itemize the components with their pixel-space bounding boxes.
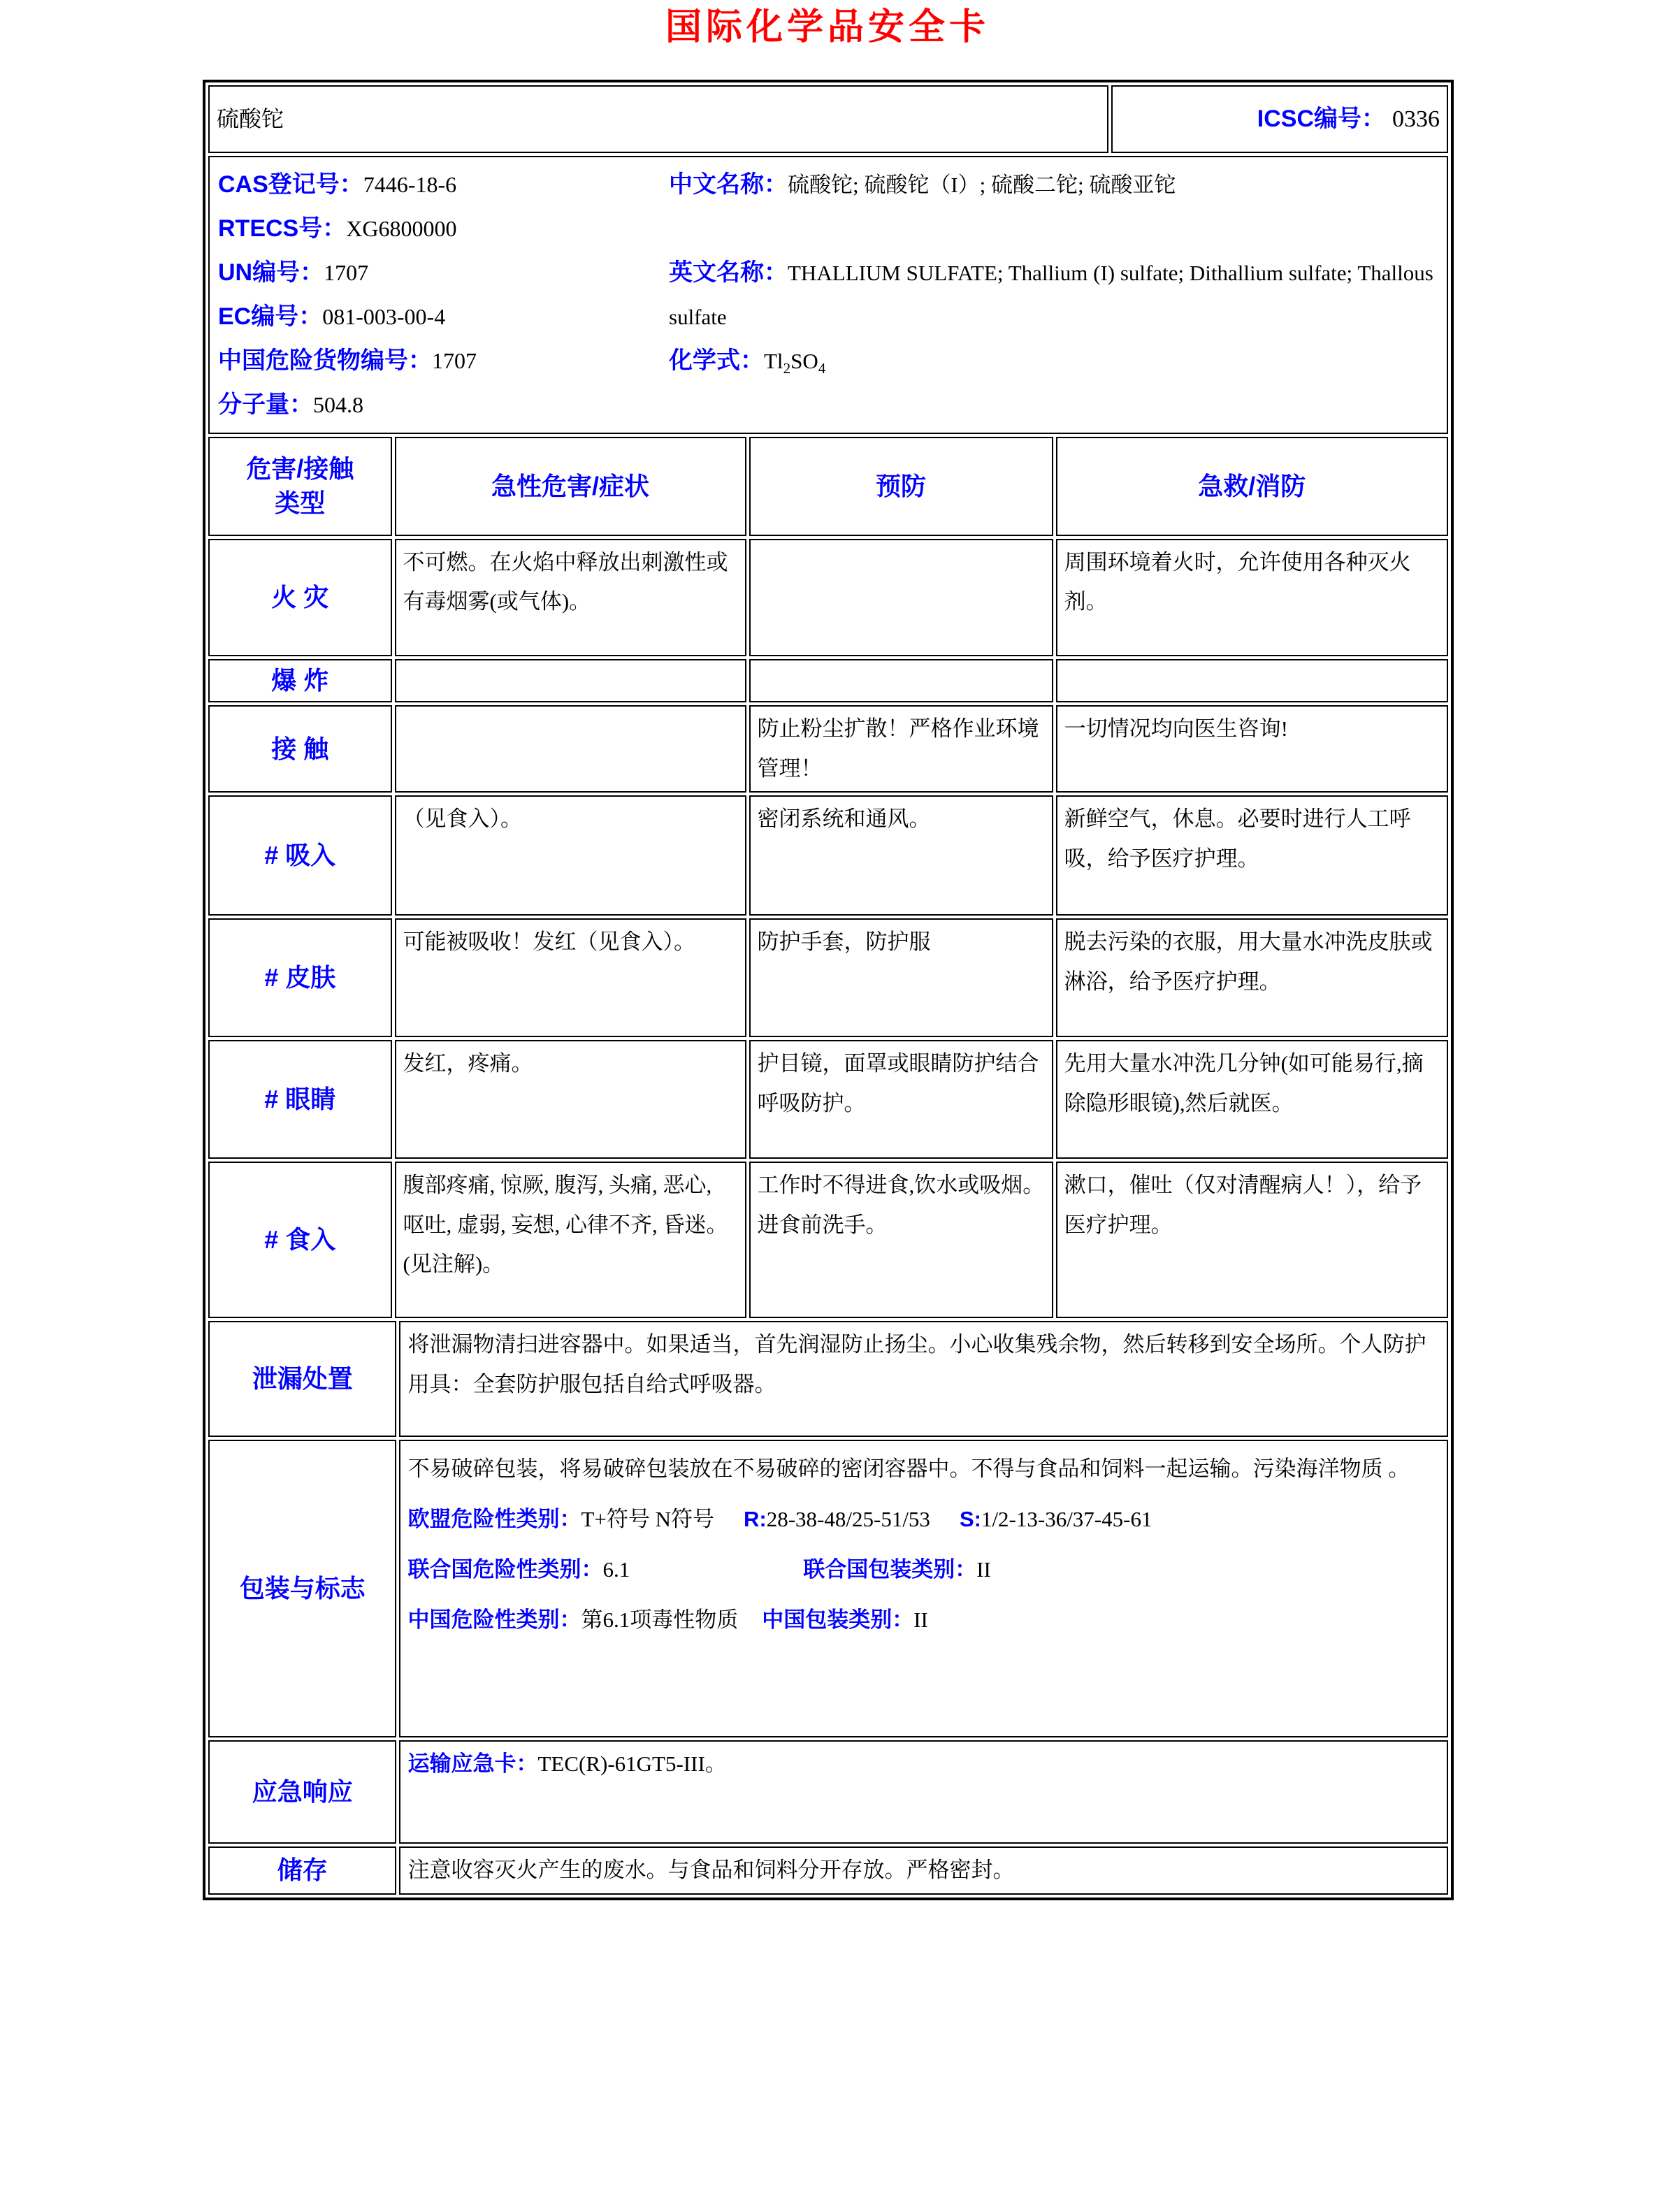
english-name-value: THALLIUM SULFATE; Thallium (I) sulfate; Dithallium sulfate; Thallous sulfate — [669, 261, 1433, 329]
chinese-name-value: 硫酸铊; 硫酸铊（I）; 硫酸二铊; 硫酸亚铊 — [788, 173, 1176, 197]
cn-pack-value: II — [913, 1607, 928, 1632]
cn-pack-label: 中国包装类别： — [762, 1607, 914, 1632]
chinese-name-label: 中文名称： — [669, 171, 788, 198]
storage-content-cell: 注意收容灭火产生的废水。与食品和饲料分开存放。严格密封。 — [399, 1846, 1448, 1894]
row-storage — [208, 1846, 1448, 1894]
transport-card-value: TEC(R)-61GT5-III。 — [537, 1751, 727, 1777]
mol-weight-label: 分子量： — [218, 391, 313, 418]
skin-prevention-cell: 防护手套，防护服 — [749, 918, 1053, 1037]
eu-class-label: 欧盟危险性类别： — [407, 1507, 581, 1532]
rtecs-line — [218, 207, 669, 251]
col-header-hazard-type-line1: 危害/接触 — [246, 454, 354, 484]
un-label: UN编号： — [218, 259, 324, 286]
row-emergency — [208, 1740, 1448, 1844]
col-header-hazard-type — [208, 437, 392, 536]
identification-row — [208, 156, 1448, 434]
icsc-number-cell — [1111, 85, 1448, 153]
inhalation-prevention-cell: 密闭系统和通风。 — [749, 795, 1053, 916]
eu-symbols: T+符号 N符号 — [581, 1507, 715, 1532]
eyes-first-aid-cell: 先用大量水冲洗几分钟(如可能易行,摘除隐形眼镜),然后就医。 — [1056, 1040, 1448, 1159]
un-class-label: 联合国危险性类别： — [407, 1557, 603, 1582]
eyes-prevention-cell: 护目镜，面罩或眼睛防护结合呼吸防护。 — [749, 1040, 1053, 1159]
row-contact — [208, 705, 1448, 793]
row-label-storage: 储存 — [208, 1846, 396, 1894]
identification-left — [218, 163, 669, 427]
china-goods-value: 1707 — [432, 348, 477, 373]
explosion-symptoms-cell — [395, 659, 746, 702]
icsc-card — [203, 80, 1454, 1900]
un-classification-line — [407, 1545, 1440, 1595]
formula-label: 化学式： — [669, 347, 764, 374]
un-class-value: 6.1 — [602, 1557, 630, 1582]
china-goods-line — [218, 339, 669, 383]
row-inhalation — [208, 795, 1448, 916]
s-phrases-label: S: — [959, 1507, 981, 1532]
col-header-symptoms: 急性危害/症状 — [395, 437, 746, 536]
rtecs-value: XG6800000 — [346, 216, 457, 241]
eyes-symptoms-cell: 发红，疼痛。 — [395, 1040, 746, 1159]
icsc-number-label: ICSC编号： — [1257, 105, 1385, 132]
spillage-content-cell: 将泄漏物清扫进容器中。如果适当，首先润湿防止扬尘。小心收集残余物，然后转移到安全场所。个人防护用具：全套防护服包括自给式呼吸器。 — [399, 1321, 1448, 1437]
skin-first-aid-cell: 脱去污染的衣服，用大量水冲洗皮肤或淋浴，给予医疗护理。 — [1056, 918, 1448, 1037]
page-title: 国际化学品安全卡 — [665, 7, 990, 48]
row-label-fire: 火 灾 — [208, 539, 392, 656]
row-label-contact: 接 触 — [208, 705, 392, 793]
un-pack-label: 联合国包装类别： — [803, 1557, 977, 1582]
ec-line — [218, 295, 669, 339]
cas-value: 7446-18-6 — [363, 172, 457, 197]
row-skin — [208, 918, 1448, 1037]
cn-class-label: 中国危险性类别： — [407, 1607, 581, 1632]
row-label-explosion: 爆 炸 — [208, 659, 392, 702]
substance-name: 硫酸铊 — [208, 85, 1108, 153]
skin-symptoms-cell: 可能被吸收！发红（见食入）。 — [395, 918, 746, 1037]
col-header-hazard-type-line2: 类型 — [275, 489, 326, 517]
row-label-spillage: 泄漏处置 — [208, 1321, 396, 1437]
un-value: 1707 — [324, 260, 369, 285]
rtecs-label: RTECS号： — [218, 215, 347, 242]
ingestion-symptoms-cell: 腹部疼痛, 惊厥, 腹泻, 头痛, 恶心, 呕吐, 虚弱, 妄想, 心律不齐, 昏迷。(见注解)。 — [395, 1162, 746, 1318]
icsc-number: 0336 — [1392, 106, 1440, 132]
row-eyes — [208, 1040, 1448, 1159]
r-phrases-value: 28-38-48/25-51/53 — [766, 1507, 930, 1532]
row-fire — [208, 539, 1448, 656]
english-name-line — [669, 251, 1438, 339]
ec-label: EC编号： — [218, 303, 323, 330]
mol-weight-value: 504.8 — [313, 392, 363, 417]
cn-class-value: 第6.1项毒性物质 — [581, 1607, 739, 1632]
eu-classification-line — [407, 1494, 1440, 1545]
col-header-first-aid: 急救/消防 — [1056, 437, 1448, 536]
contact-prevention-cell: 防止粉尘扩散！严格作业环境管理！ — [749, 705, 1053, 793]
contact-symptoms-cell — [395, 705, 746, 793]
row-label-emergency: 应急响应 — [208, 1740, 396, 1844]
row-label-ingestion: # 食入 — [208, 1162, 392, 1318]
formula-line — [669, 339, 1438, 383]
fire-prevention-cell — [749, 539, 1053, 656]
packaging-paragraph: 不易破碎包装，将易破碎包装放在不易破碎的密闭容器中。不得与食品和饲料一起运输。污染海洋物质 。 — [407, 1456, 1410, 1482]
row-label-packaging: 包装与标志 — [208, 1440, 396, 1737]
china-goods-label: 中国危险货物编号： — [218, 347, 432, 374]
inhalation-first-aid-cell: 新鲜空气，休息。必要时进行人工呼吸，给予医疗护理。 — [1056, 795, 1448, 916]
row-label-skin: # 皮肤 — [208, 918, 392, 1037]
packaging-content-cell — [399, 1440, 1448, 1737]
identification-right — [669, 163, 1438, 427]
row-packaging — [208, 1440, 1448, 1737]
cas-label: CAS登记号： — [218, 171, 363, 198]
ingestion-prevention-cell: 工作时不得进食,饮水或吸烟。进食前洗手。 — [749, 1162, 1053, 1318]
ingestion-first-aid-cell: 漱口，催吐（仅对清醒病人！），给予医疗护理。 — [1056, 1162, 1448, 1318]
row-ingestion — [208, 1162, 1448, 1318]
hazard-table-header — [208, 437, 1448, 536]
contact-first-aid-cell: 一切情况均向医生咨询! — [1056, 705, 1448, 793]
english-name-label: 英文名称： — [669, 259, 788, 286]
explosion-first-aid-cell — [1056, 659, 1448, 702]
chemical-formula: $Tl_2SO_4$ — [764, 349, 826, 377]
header-row — [208, 85, 1448, 153]
cas-line — [218, 163, 669, 207]
s-phrases-value: 1/2-13-36/37-45-61 — [981, 1507, 1152, 1532]
row-label-inhalation: # 吸入 — [208, 795, 392, 916]
mol-weight-line — [218, 383, 669, 427]
fire-symptoms-cell: 不可燃。在火焰中释放出刺激性或有毒烟雾(或气体)。 — [395, 539, 746, 656]
inhalation-symptoms-cell: （见食入）。 — [395, 795, 746, 916]
fire-first-aid-cell: 周围环境着火时，允许使用各种灭火剂。 — [1056, 539, 1448, 656]
r-phrases-label: R: — [744, 1507, 767, 1532]
transport-card-label: 运输应急卡： — [407, 1751, 538, 1777]
ec-value: 081-003-00-4 — [322, 304, 446, 329]
row-label-eyes: # 眼睛 — [208, 1040, 392, 1159]
un-pack-value: II — [976, 1557, 991, 1582]
emergency-content-cell — [399, 1740, 1448, 1844]
identification-cell — [208, 156, 1448, 434]
explosion-prevention-cell — [749, 659, 1053, 702]
cn-classification-line — [407, 1595, 1440, 1645]
col-header-prevention: 预防 — [749, 437, 1053, 536]
row-spillage — [208, 1321, 1448, 1437]
row-explosion — [208, 659, 1448, 702]
chinese-name-line — [669, 163, 1438, 207]
un-line — [218, 251, 669, 295]
